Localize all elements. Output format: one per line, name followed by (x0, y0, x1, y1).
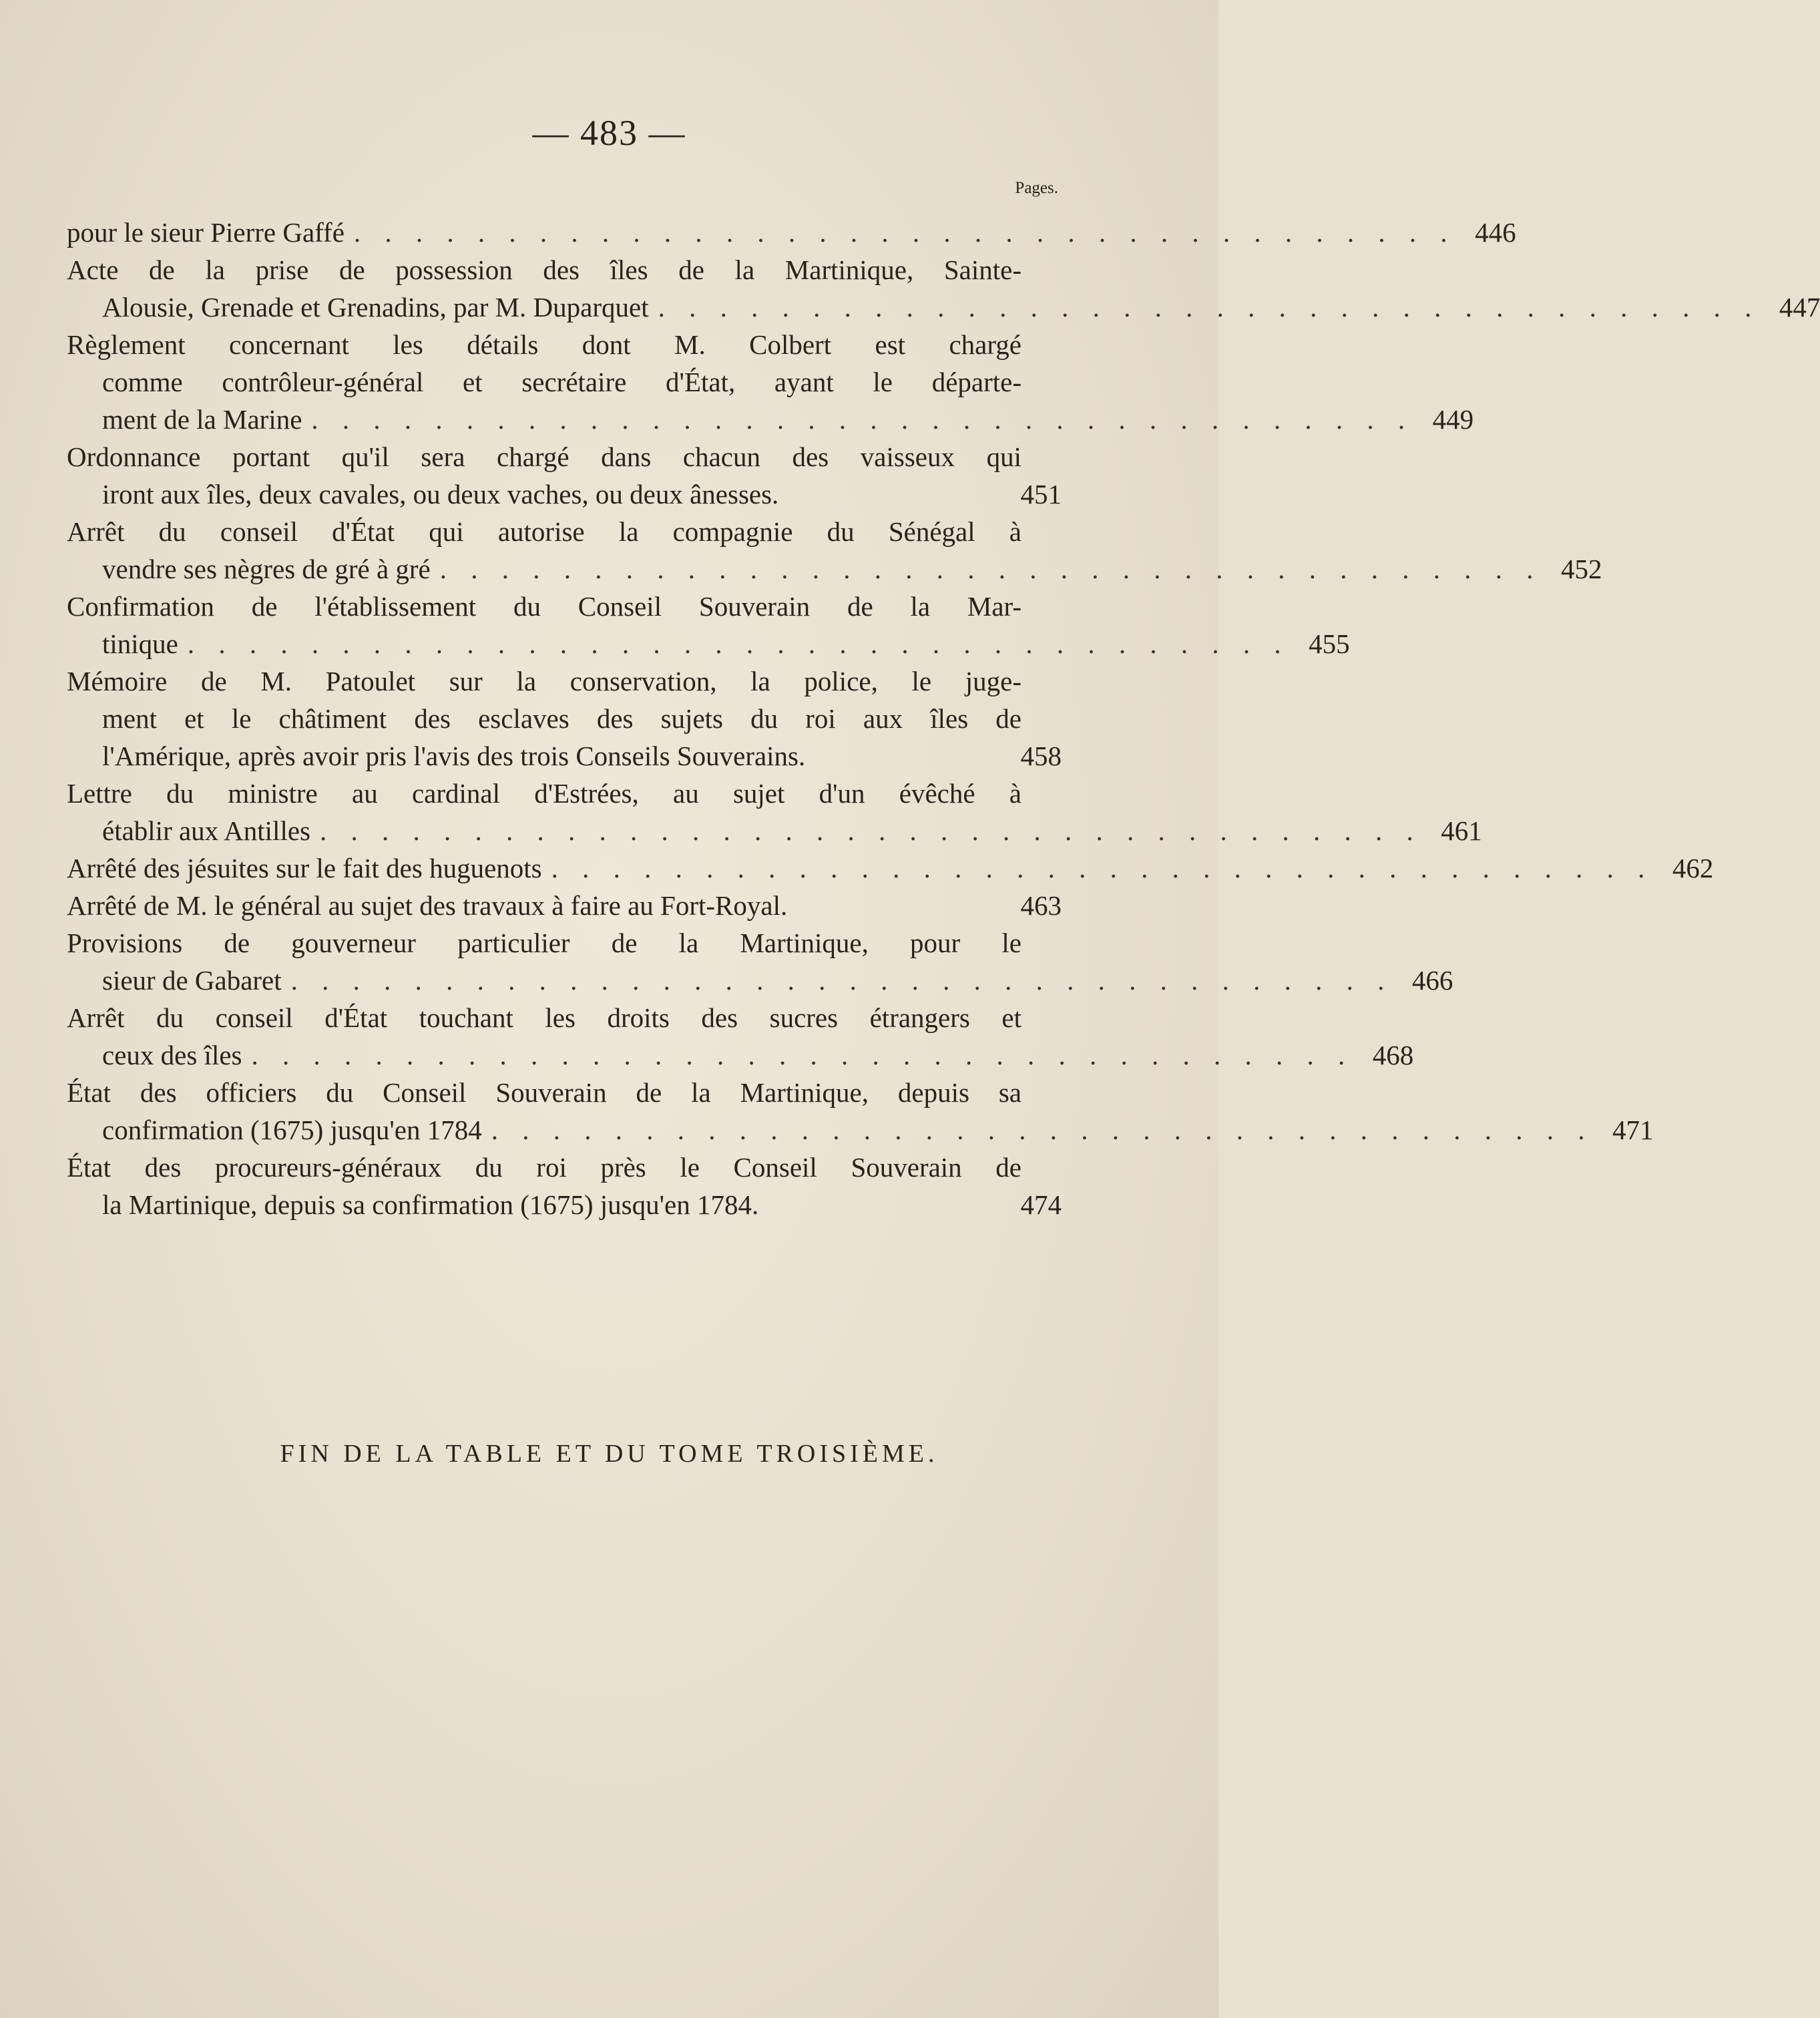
toc-entry-line (67, 737, 1062, 775)
toc-entry-text: établir aux Antilles (102, 815, 310, 846)
toc-entry-line (67, 775, 1062, 812)
toc-page-number: 449 (1432, 404, 1474, 435)
toc-entry-text: Ordonnance portant qu'il sera chargé dans chacun des vaisseux qui (67, 441, 1021, 472)
toc-entry-text: sieur de Gabaret (102, 965, 282, 996)
toc-entry (67, 214, 1516, 251)
toc-entry-text: Règlement concernant les détails dont M. Colbert est chargé (67, 329, 1021, 360)
toc-entry-text: État des procureurs-généraux du roi près le Conseil Souverain de (67, 1152, 1021, 1183)
pages-column-heading: Pages. (1015, 179, 1058, 197)
toc-entry-line (67, 251, 1062, 288)
toc-entry-line (67, 962, 1453, 999)
toc-page-number: 474 (1020, 1189, 1062, 1220)
toc-entry (67, 326, 1474, 438)
page-number: — 483 — (532, 113, 686, 153)
toc-entry-text: Lettre du ministre au cardinal d'Estrées, au sujet d'un évêché à (67, 778, 1021, 809)
toc-entry (67, 887, 1062, 924)
dot-leader: . . . . . . . . . . . . . . . . . . . . . . . . . . . . . . . . . . . . (290, 965, 1393, 996)
toc-entry-text: tinique (102, 628, 178, 659)
toc-entry-line (67, 475, 1062, 513)
toc-entry-line (67, 1186, 1062, 1223)
toc-entry-text: Arrêté des jésuites sur le fait des huguenots (67, 853, 542, 883)
toc-entry (67, 1149, 1062, 1223)
toc-entry-line (67, 1111, 1654, 1149)
toc-entry-line (67, 214, 1516, 251)
toc-entry-text: pour le sieur Pierre Gaffé (67, 217, 345, 248)
toc-entry-text: Arrêt du conseil d'État touchant les droits des sucres étrangers et (67, 1002, 1021, 1033)
toc-entry-line (67, 438, 1062, 475)
toc-entry-line (67, 625, 1350, 662)
toc-entry-text: Confirmation de l'établissement du Conseil Souverain de la Mar- (67, 591, 1021, 622)
toc-entry-line (67, 363, 1062, 401)
toc-entry-line (67, 1074, 1062, 1111)
toc-entry-line (67, 1149, 1062, 1186)
toc-page-number: 451 (1020, 479, 1062, 510)
table-of-contents (67, 214, 1820, 1223)
toc-entry (67, 251, 1820, 326)
toc-page-number: 461 (1441, 815, 1482, 846)
toc-entry-line (67, 849, 1714, 887)
toc-entry-text: État des officiers du Conseil Souverain de la Martinique, depuis sa (67, 1077, 1021, 1108)
toc-entry-line (67, 887, 1062, 924)
dot-leader: . . . . . . . . . . . . . . . . . . . . . . . . . . . . . . . . . . . . (658, 292, 1761, 323)
toc-entry-text: Acte de la prise de possession des îles de la Martinique, Sainte- (67, 254, 1021, 285)
dot-leader: . . . . . . . . . . . . . . . . . . . . . . . . . . . . . . . . . . . . (439, 554, 1542, 584)
toc-entry-line (67, 401, 1474, 438)
toc-entry-text: Arrêt du conseil d'État qui autorise la compagnie du Sénégal à (67, 516, 1021, 547)
toc-entry-text: Provisions de gouverneur particulier de la Martinique, pour le (67, 928, 1021, 958)
toc-entry (67, 662, 1062, 775)
dot-leader: . . . . . . . . . . . . . . . . . . . . . . . . . . . . . . . . . . . . (187, 628, 1290, 659)
toc-entry-text: Arrêté de M. le général au sujet des travaux à faire au Fort-Royal. (67, 890, 788, 921)
toc-entry (67, 999, 1414, 1074)
toc-entry (67, 513, 1602, 588)
dot-leader: . . . . . . . . . . . . . . . . . . . . . . . . . . . . . . . . . . . . (311, 404, 1414, 435)
toc-entry-text: ment et le châtiment des esclaves des sujets du roi aux îles de (102, 703, 1021, 734)
toc-entry-line (67, 812, 1482, 849)
toc-entry (67, 924, 1453, 999)
toc-entry-text: vendre ses nègres de gré à gré (102, 554, 431, 584)
toc-entry-line (67, 1036, 1414, 1074)
toc-page-number: 455 (1309, 628, 1350, 659)
toc-entry-line (67, 588, 1062, 625)
end-of-table-footer: FIN DE LA TABLE ET DU TOME TROISIÈME. (280, 1440, 939, 1468)
toc-page-number: 463 (1020, 890, 1062, 921)
toc-page-number: 458 (1020, 741, 1062, 771)
toc-entry-line (67, 513, 1062, 550)
toc-entry-line (67, 550, 1602, 588)
toc-entry (67, 1074, 1654, 1149)
toc-entry (67, 588, 1350, 662)
toc-entry-line (67, 700, 1062, 737)
toc-entry (67, 775, 1482, 849)
toc-page-number: 452 (1561, 554, 1602, 584)
toc-entry (67, 438, 1062, 513)
toc-page-number: 462 (1672, 853, 1714, 883)
toc-entry-text: confirmation (1675) jusqu'en 1784 (102, 1115, 482, 1145)
toc-entry-text: l'Amérique, après avoir pris l'avis des trois Conseils Souverains. (102, 741, 806, 771)
toc-entry-text: comme contrôleur-général et secrétaire d'État, ayant le départe- (102, 367, 1021, 397)
toc-page-number: 468 (1372, 1040, 1414, 1070)
toc-entry-line (67, 662, 1062, 700)
toc-entry-line (67, 999, 1062, 1036)
toc-entry (67, 849, 1714, 887)
toc-entry-line (67, 924, 1062, 962)
dot-leader: . . . . . . . . . . . . . . . . . . . . . . . . . . . . . . . . . . . . (551, 853, 1654, 883)
toc-entry-text: ceux des îles (102, 1040, 242, 1070)
toc-page-number: 466 (1411, 965, 1453, 996)
toc-entry-line (67, 326, 1062, 363)
dot-leader: . . . . . . . . . . . . . . . . . . . . . . . . . . . . . . . . . . . . (353, 217, 1456, 248)
toc-entry-text: iront aux îles, deux cavales, ou deux vaches, ou deux ânesses. (102, 479, 779, 510)
dot-leader: . . . . . . . . . . . . . . . . . . . . . . . . . . . . . . . . . . . . (491, 1115, 1594, 1145)
toc-entry-text: Alousie, Grenade et Grenadins, par M. Duparquet (102, 292, 649, 323)
toc-entry-text: la Martinique, depuis sa confirmation (1675) jusqu'en 1784. (102, 1189, 759, 1220)
toc-entry-text: ment de la Marine (102, 404, 302, 435)
toc-page-number: 471 (1612, 1115, 1654, 1145)
dot-leader: . . . . . . . . . . . . . . . . . . . . . . . . . . . . . . . . . . . . (251, 1040, 1354, 1070)
toc-page-number: 447 (1779, 292, 1820, 323)
toc-entry-line (67, 288, 1820, 326)
dot-leader: . . . . . . . . . . . . . . . . . . . . . . . . . . . . . . . . . . . . (319, 815, 1422, 846)
toc-page-number: 446 (1475, 217, 1516, 248)
toc-entry-text: Mémoire de M. Patoulet sur la conservation, la police, le juge- (67, 666, 1021, 696)
